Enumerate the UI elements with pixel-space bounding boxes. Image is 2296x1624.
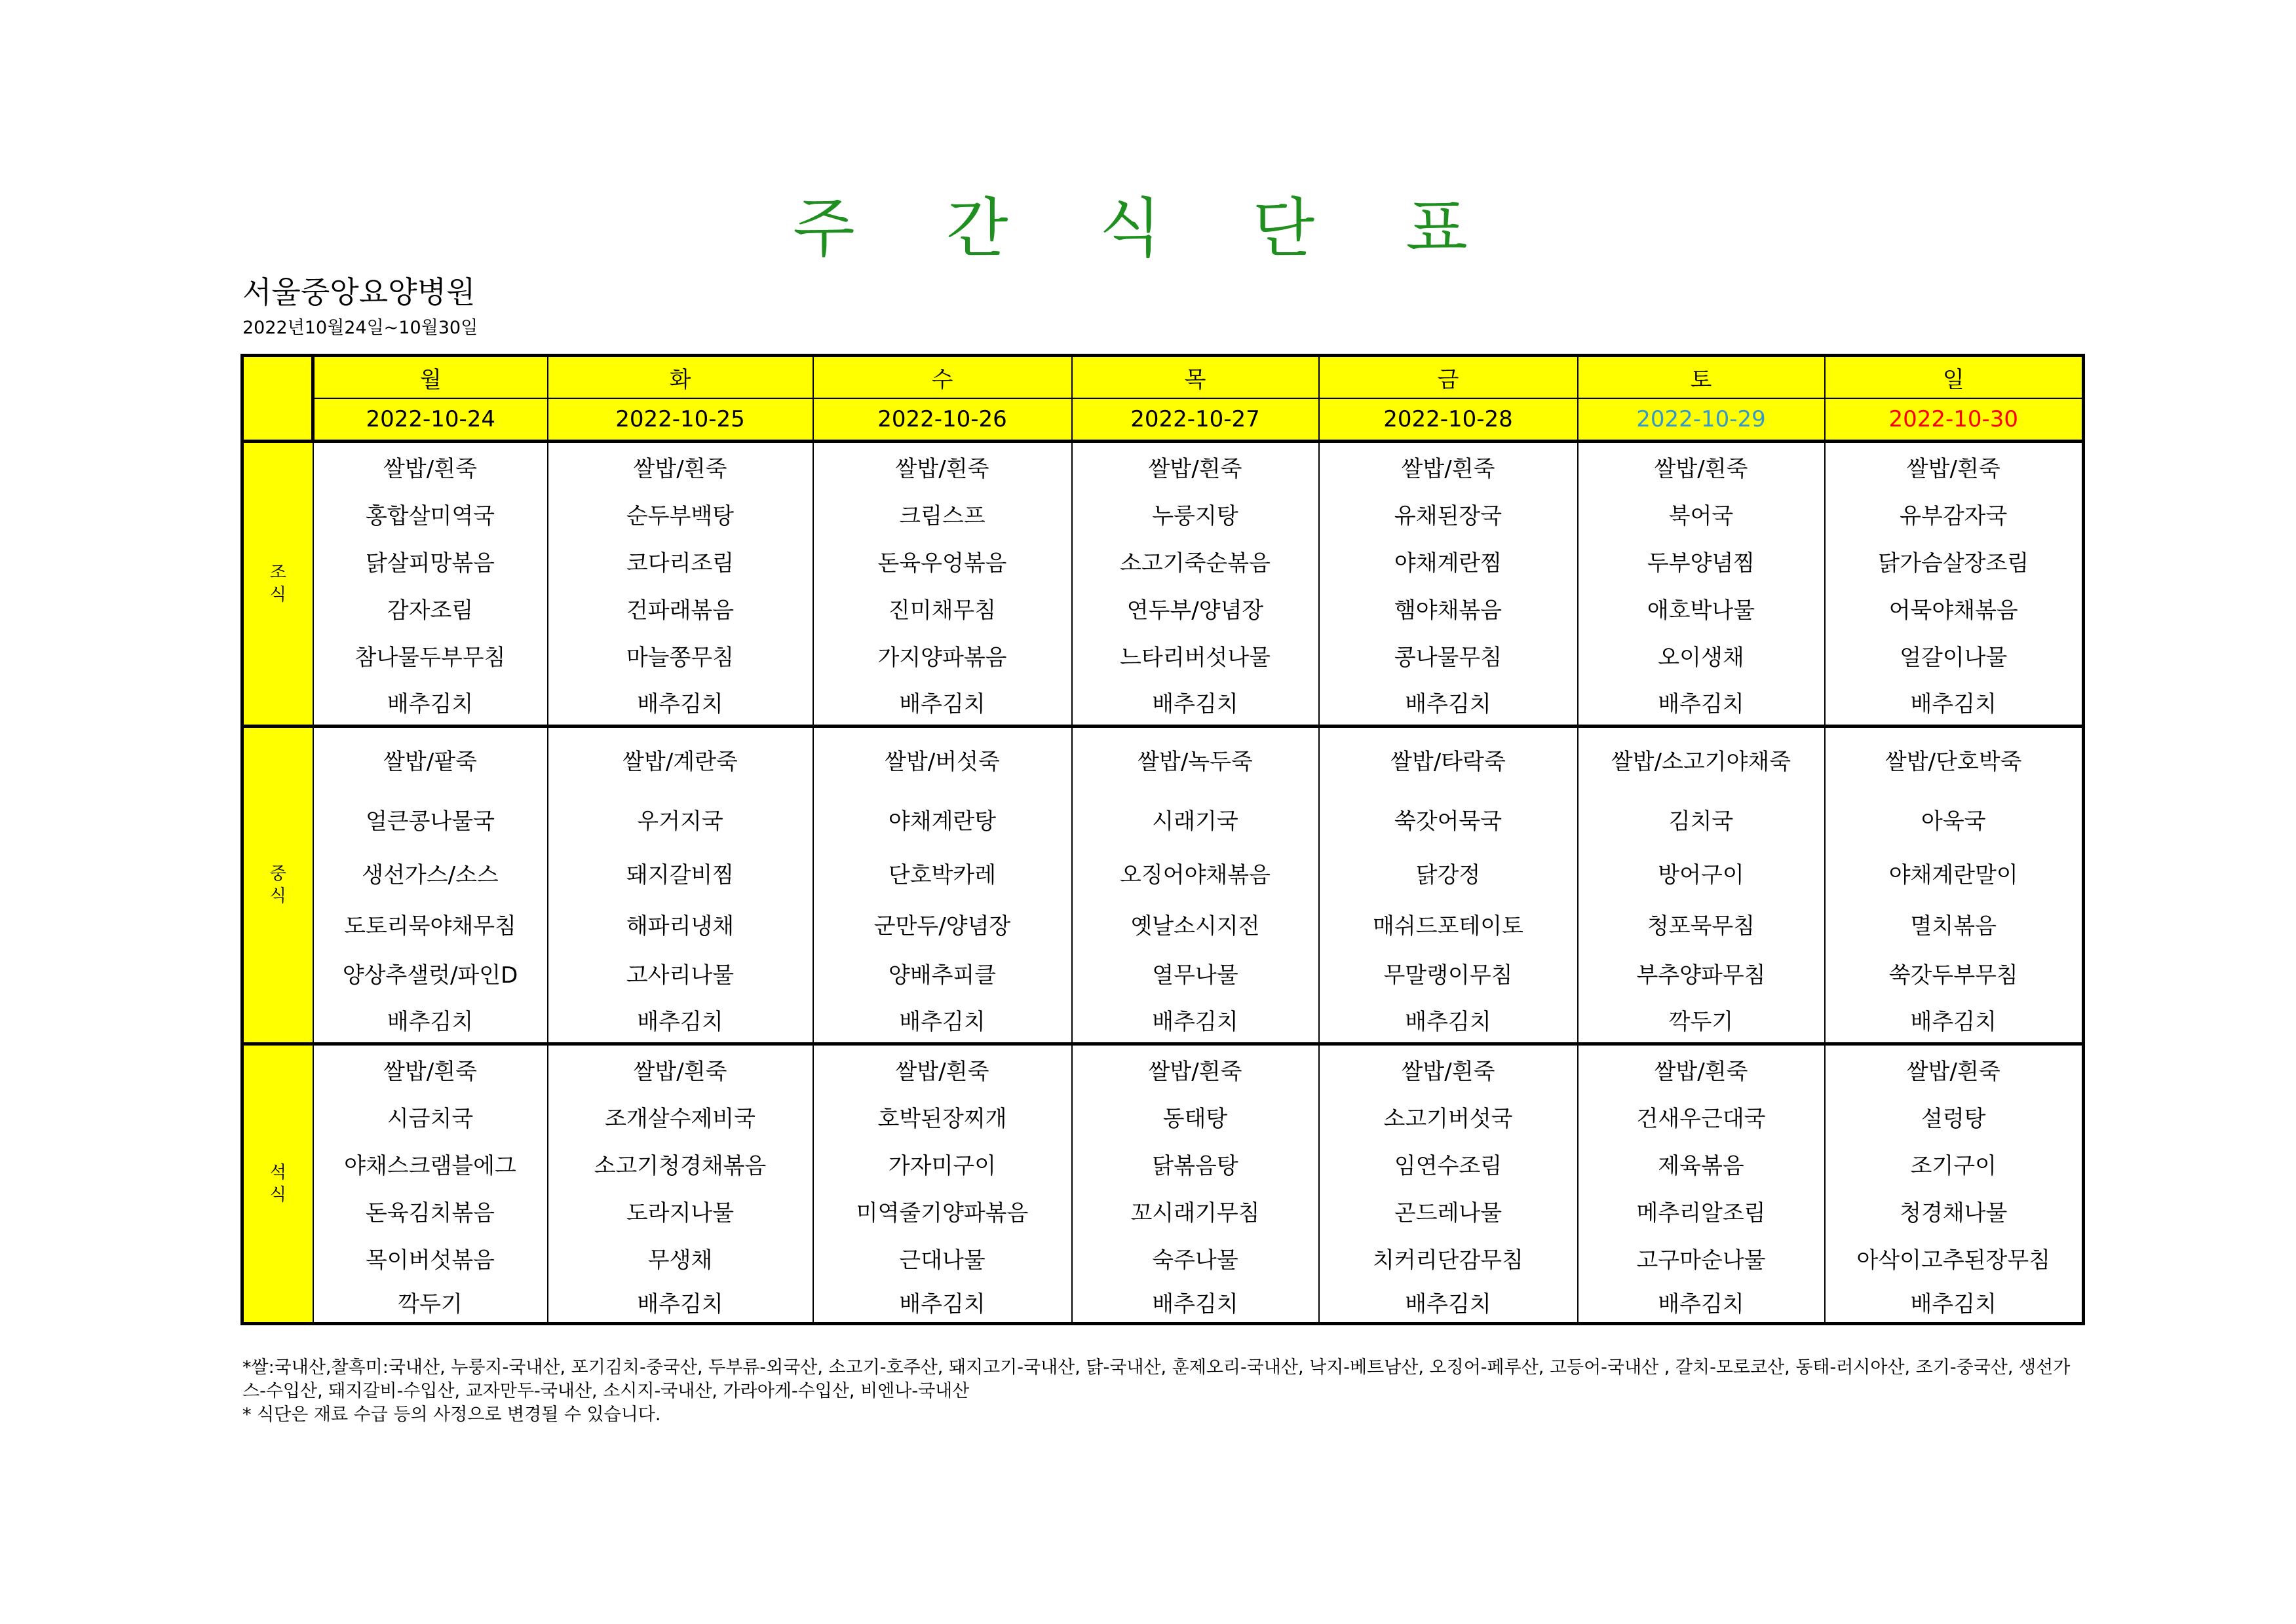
menu-item: 근대나물 [899, 1247, 985, 1274]
menu-item: 배추김치 [387, 1008, 474, 1035]
menu-item: 김치국 [1668, 808, 1734, 835]
menu-item: 야채계란탕 [888, 808, 997, 835]
menu-item: 배추김치 [1658, 1291, 1744, 1317]
table-corner [242, 356, 313, 442]
menu-cell [1319, 442, 1578, 727]
weekly-menu-table [240, 354, 2085, 1325]
menu-item: 청경채나물 [1900, 1199, 2008, 1226]
menu-item: 생선가스/소스 [362, 861, 499, 888]
date-header: 2022-10-27 [1072, 398, 1319, 442]
menu-item: 우거지국 [637, 808, 723, 835]
day-header: 금 [1319, 356, 1578, 399]
menu-item: 쌀밥/흰죽 [895, 1058, 989, 1085]
menu-item: 메추리알조림 [1636, 1199, 1766, 1226]
menu-item: 청포묵무침 [1647, 913, 1755, 939]
page-title: 주 간 식 단 표 [793, 191, 1503, 266]
menu-item: 쌀밥/흰죽 [1148, 455, 1242, 482]
hospital-name: 서울중앙요양병원 [242, 274, 476, 310]
menu-item: 쌀밥/계란죽 [622, 748, 738, 775]
menu-cell [813, 727, 1072, 1044]
menu-item: 쌀밥/흰죽 [633, 1058, 727, 1085]
menu-item: 햄야채볶음 [1394, 597, 1502, 624]
menu-cell [1072, 442, 1319, 727]
date-header: 2022-10-29 [1578, 398, 1825, 442]
menu-item: 건파래볶음 [626, 597, 735, 624]
menu-cell [548, 442, 813, 727]
origin-note: *쌀:국내산,찰흑미:국내산, 누룽지-국내산, 포기김치-중국산, 두부류-외국산, 소고기-호주산, 돼지고기-국내산, 닭-국내산, 훈제오리-국내산, 낙지-베트남산, 오징어-페루산, 고등어-국내산 , 갈치-모로코산, 동태-러시아산, 조기-중국산, 생선가스-수입산, 돼지갈비-수입산, 교자만두-국내산, 소시지-국내산, 가라아게-수입산, 비엔나-국내산 [242, 1357, 2071, 1401]
menu-item: 고구마순나물 [1636, 1247, 1766, 1274]
menu-item: 쌀밥/흰죽 [1654, 455, 1748, 482]
menu-item: 가지양파볶음 [877, 644, 1007, 671]
day-header: 화 [548, 356, 813, 399]
day-header: 목 [1072, 356, 1319, 399]
menu-item: 느타리버섯나물 [1120, 644, 1271, 671]
menu-item: 홍합살미역국 [365, 502, 495, 529]
menu-item: 배추김치 [1152, 690, 1238, 717]
meal-label [242, 727, 313, 1044]
meal-label-char: 식 [269, 585, 286, 605]
menu-item: 배추김치 [637, 690, 723, 717]
menu-item: 배추김치 [1910, 690, 1997, 717]
menu-item: 쌀밥/흰죽 [1148, 1058, 1242, 1085]
menu-item: 제육볶음 [1658, 1152, 1744, 1179]
menu-period: 2022년10월24일~10월30일 [242, 318, 478, 338]
menu-cell [813, 442, 1072, 727]
menu-item: 설렁탕 [1921, 1105, 1986, 1132]
menu-item: 시래기국 [1152, 808, 1238, 835]
menu-cell [1578, 727, 1825, 1044]
meal-label-char: 식 [269, 886, 286, 906]
date-header: 2022-10-26 [813, 398, 1072, 442]
menu-item: 배추김치 [1152, 1291, 1238, 1317]
menu-item: 쌀밥/흰죽 [633, 455, 727, 482]
menu-item: 얼큰콩나물국 [365, 808, 495, 835]
menu-item: 매쉬드포테이토 [1373, 913, 1523, 939]
menu-item: 멸치볶음 [1910, 913, 1997, 939]
menu-item: 닭가슴살장조림 [1878, 550, 2029, 576]
menu-cell [1319, 1044, 1578, 1324]
menu-item: 쌀밥/단호박죽 [1885, 748, 2022, 775]
menu-item: 배추김치 [637, 1008, 723, 1035]
notes [242, 1356, 2084, 1427]
menu-item: 치커리단감무침 [1373, 1247, 1523, 1274]
menu-item: 숙주나물 [1152, 1247, 1238, 1274]
menu-item: 쌀밥/흰죽 [383, 455, 477, 482]
menu-item: 쌀밥/흰죽 [1906, 455, 2000, 482]
menu-item: 크림스프 [899, 502, 985, 529]
menu-cell [1319, 727, 1578, 1044]
menu-item: 진미채무침 [888, 597, 997, 624]
menu-cell [1072, 727, 1319, 1044]
menu-item: 감자조림 [387, 597, 474, 624]
menu-item: 열무나물 [1152, 962, 1238, 989]
menu-item: 미역줄기양파볶음 [856, 1199, 1029, 1226]
menu-item: 마늘쫑무침 [626, 644, 735, 671]
menu-item: 쌀밥/녹두죽 [1138, 748, 1253, 775]
menu-cell [313, 727, 548, 1044]
menu-item: 야채계란찜 [1394, 550, 1502, 576]
menu-item: 아삭이고추된장무침 [1856, 1247, 2051, 1274]
day-header: 일 [1825, 356, 2084, 399]
menu-item: 콩나물무침 [1394, 644, 1502, 671]
menu-item: 해파리냉채 [626, 913, 735, 939]
menu-item: 무생채 [647, 1247, 713, 1274]
menu-item: 도라지나물 [626, 1199, 735, 1226]
menu-item: 꼬시래기무침 [1130, 1199, 1260, 1226]
menu-cell [1825, 1044, 2084, 1324]
menu-item: 호박된장찌개 [877, 1105, 1007, 1132]
menu-item: 배추김치 [1658, 690, 1744, 717]
meal-label-char: 식 [269, 1185, 286, 1205]
menu-item: 쌀밥/흰죽 [1654, 1058, 1748, 1085]
menu-item: 돼지갈비찜 [626, 861, 735, 888]
menu-cell [313, 1044, 548, 1324]
day-header: 수 [813, 356, 1072, 399]
menu-item: 소고기버섯국 [1383, 1105, 1513, 1132]
menu-item: 단호박카레 [888, 861, 997, 888]
menu-item: 유부감자국 [1900, 502, 2008, 529]
change-note: * 식단은 재료 수급 등의 사정으로 변경될 수 있습니다. [242, 1405, 661, 1425]
meal-label [242, 1044, 313, 1324]
menu-item: 군만두/양념장 [873, 913, 1011, 939]
menu-item: 배추김치 [1405, 1008, 1491, 1035]
menu-item: 소고기죽순볶음 [1120, 550, 1271, 576]
menu-item: 두부양념찜 [1647, 550, 1755, 576]
menu-item: 야채계란말이 [1888, 861, 2018, 888]
menu-item: 연두부/양념장 [1126, 597, 1264, 624]
menu-item: 배추김치 [899, 690, 985, 717]
day-header: 월 [313, 356, 548, 399]
menu-item: 북어국 [1668, 502, 1734, 529]
menu-item: 애호박나물 [1647, 597, 1755, 624]
meal-label-char: 중 [269, 864, 286, 884]
menu-item: 도토리묵야채무침 [344, 913, 516, 939]
menu-item: 쑥갓어묵국 [1394, 808, 1502, 835]
menu-item: 조개살수제비국 [605, 1105, 756, 1132]
menu-cell [1825, 727, 2084, 1044]
menu-item: 쌀밥/흰죽 [1401, 1058, 1495, 1085]
menu-item: 깍두기 [398, 1291, 463, 1317]
menu-item: 배추김치 [899, 1008, 985, 1035]
menu-item: 순두부백탕 [626, 502, 735, 529]
menu-item: 배추김치 [637, 1291, 723, 1317]
menu-item: 쌀밥/소고기야채죽 [1611, 748, 1791, 775]
menu-item: 배추김치 [1910, 1291, 1997, 1317]
menu-item: 야채스크램블에그 [344, 1152, 516, 1179]
menu-item: 목이버섯볶음 [365, 1247, 495, 1274]
menu-item: 양상추샐럿/파인D [342, 962, 518, 989]
menu-item: 깍두기 [1668, 1008, 1734, 1035]
date-header: 2022-10-30 [1825, 398, 2084, 442]
meal-label-char: 석 [269, 1163, 286, 1182]
menu-cell [1825, 442, 2084, 727]
menu-item: 돈육우엉볶음 [877, 550, 1007, 576]
day-header: 토 [1578, 356, 1825, 399]
menu-item: 가자미구이 [888, 1152, 997, 1179]
menu-item: 어묵야채볶음 [1888, 597, 2018, 624]
date-header: 2022-10-28 [1319, 398, 1578, 442]
menu-cell [548, 727, 813, 1044]
menu-cell [1578, 1044, 1825, 1324]
menu-item: 배추김치 [1405, 1291, 1491, 1317]
menu-item: 조기구이 [1910, 1152, 1997, 1179]
menu-item: 닭살피망볶음 [365, 550, 495, 576]
menu-item: 유채된장국 [1394, 502, 1502, 529]
menu-item: 오징어야채볶음 [1120, 861, 1271, 888]
menu-item: 쌀밥/흰죽 [1401, 455, 1495, 482]
menu-item: 쌀밥/흰죽 [383, 1058, 477, 1085]
menu-item: 동태탕 [1162, 1105, 1228, 1132]
menu-item: 참나물두부무침 [354, 644, 506, 671]
menu-item: 닭강정 [1415, 861, 1481, 888]
menu-cell [313, 442, 548, 727]
menu-item: 쑥갓두부무침 [1888, 962, 2018, 989]
menu-item: 누룽지탕 [1152, 502, 1238, 529]
menu-item: 곤드레나물 [1394, 1199, 1502, 1226]
menu-item: 무말랭이무침 [1383, 962, 1513, 989]
menu-item: 오이생채 [1658, 644, 1744, 671]
menu-cell [548, 1044, 813, 1324]
menu-item: 고사리나물 [626, 962, 735, 989]
menu-item: 소고기청경채볶음 [594, 1152, 767, 1179]
date-header: 2022-10-25 [548, 398, 813, 442]
menu-item: 코다리조림 [626, 550, 735, 576]
date-header: 2022-10-24 [313, 398, 548, 442]
menu-item: 건새우근대국 [1636, 1105, 1766, 1132]
menu-item: 쌀밥/버섯죽 [885, 748, 1000, 775]
menu-item: 쌀밥/타락죽 [1390, 748, 1506, 775]
menu-item: 시금치국 [387, 1105, 474, 1132]
menu-item: 배추김치 [1910, 1008, 1997, 1035]
meal-label [242, 442, 313, 727]
menu-item: 돈육김치볶음 [365, 1199, 495, 1226]
menu-item: 방어구이 [1658, 861, 1744, 888]
menu-cell [1072, 1044, 1319, 1324]
menu-item: 얼갈이나물 [1900, 644, 2008, 671]
menu-item: 임연수조림 [1394, 1152, 1502, 1179]
menu-item: 쌀밥/팥죽 [383, 748, 477, 775]
menu-item: 쌀밥/흰죽 [1906, 1058, 2000, 1085]
menu-item: 배추김치 [899, 1291, 985, 1317]
menu-item: 닭볶음탕 [1152, 1152, 1238, 1179]
menu-item: 아욱국 [1921, 808, 1986, 835]
menu-item: 양배추피클 [888, 962, 997, 989]
menu-item: 배추김치 [387, 690, 474, 717]
menu-item: 부추양파무침 [1636, 962, 1766, 989]
menu-item: 배추김치 [1405, 690, 1491, 717]
menu-item: 배추김치 [1152, 1008, 1238, 1035]
menu-cell [1578, 442, 1825, 727]
menu-item: 쌀밥/흰죽 [895, 455, 989, 482]
menu-item: 옛날소시지전 [1130, 913, 1260, 939]
menu-cell [813, 1044, 1072, 1324]
meal-label-char: 조 [269, 563, 286, 582]
